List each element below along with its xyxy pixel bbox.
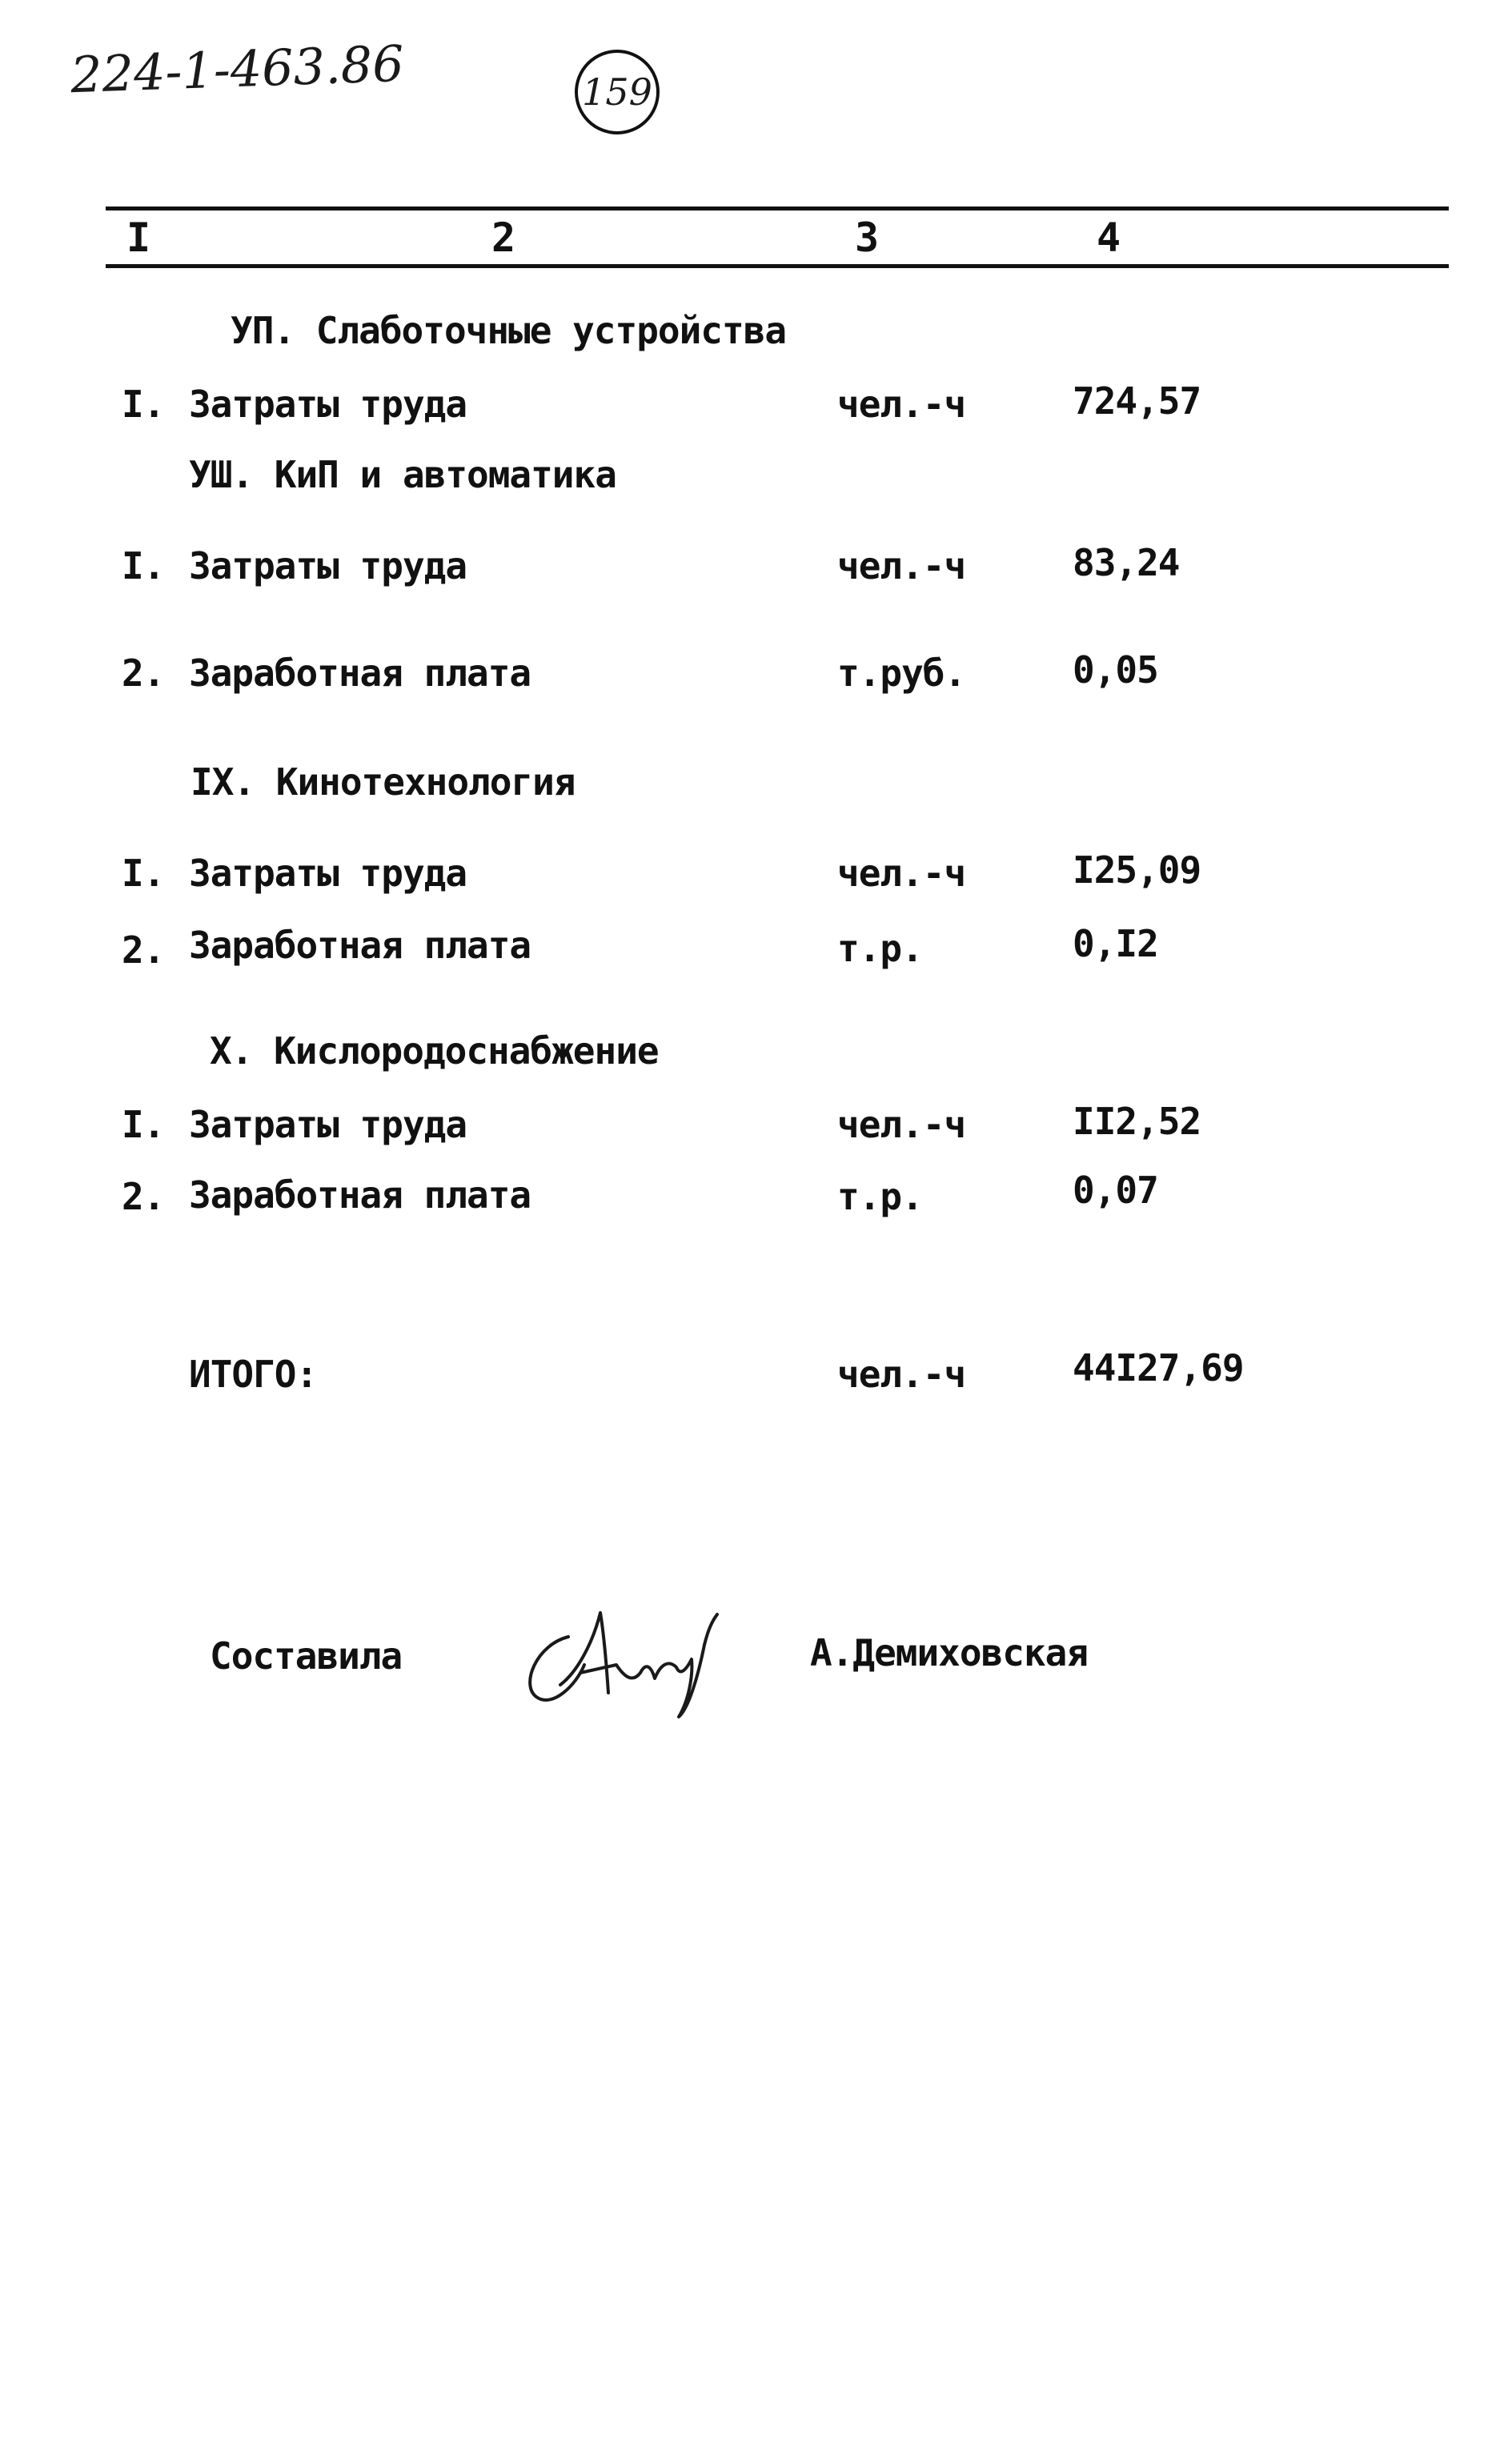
row-name: Заработная плата (189, 652, 531, 695)
page-number-circle (575, 50, 660, 134)
column-header-4: 4 (1097, 215, 1121, 261)
row-number: 2. (122, 928, 165, 972)
column-header-1: I (126, 215, 151, 261)
section-heading: УП. Слаботочные устройства (231, 309, 787, 352)
row-unit: чел.-ч (837, 544, 966, 587)
row-number: I. (122, 852, 165, 895)
header-top-rule (106, 207, 1449, 211)
row-unit: чел.-ч (837, 1103, 966, 1146)
signature-label: Составила (210, 1634, 403, 1678)
row-number: 2. (122, 652, 165, 695)
row-unit: чел.-ч (837, 383, 966, 426)
row-unit: чел.-ч (837, 852, 966, 895)
document-code: 224-1-463.86 (69, 34, 405, 105)
section-heading: X. Кислородоснабжение (210, 1029, 659, 1073)
row-value: 0,05 (1073, 648, 1158, 692)
row-unit: т.р. (837, 1175, 923, 1218)
row-value: 0,07 (1073, 1169, 1158, 1212)
section-heading: IX. Кинотехнология (191, 760, 576, 804)
total-label: ИТОГО: (189, 1353, 318, 1396)
row-value: 83,24 (1073, 541, 1180, 584)
row-number: 2. (122, 1175, 165, 1218)
row-name: Затраты труда (189, 1103, 467, 1146)
row-name: Затраты труда (189, 383, 467, 426)
row-number: I. (122, 1103, 165, 1146)
signer-name: А.Демиховская (810, 1631, 1089, 1674)
row-unit: т.р. (837, 927, 923, 970)
section-heading: УШ. КиП и автоматика (189, 453, 616, 496)
row-value: 724,57 (1073, 379, 1201, 423)
row-value: 0,I2 (1073, 922, 1158, 965)
row-name: Заработная плата (189, 924, 531, 967)
row-name: Затраты труда (189, 544, 467, 587)
column-header-3: 3 (855, 215, 880, 261)
row-value: II2,52 (1073, 1100, 1201, 1143)
row-number: I. (122, 383, 165, 426)
header-bottom-rule (106, 264, 1449, 268)
total-unit: чел.-ч (837, 1353, 966, 1396)
column-header-2: 2 (491, 215, 516, 261)
handwritten-signature (512, 1589, 736, 1733)
page-number: 159 (582, 70, 652, 114)
row-number: I. (122, 544, 165, 587)
total-value: 44I27,69 (1073, 1346, 1244, 1389)
row-unit: т.руб. (837, 652, 966, 695)
row-value: I25,09 (1073, 848, 1201, 892)
row-name: Заработная плата (189, 1173, 531, 1217)
row-name: Затраты труда (189, 852, 467, 895)
